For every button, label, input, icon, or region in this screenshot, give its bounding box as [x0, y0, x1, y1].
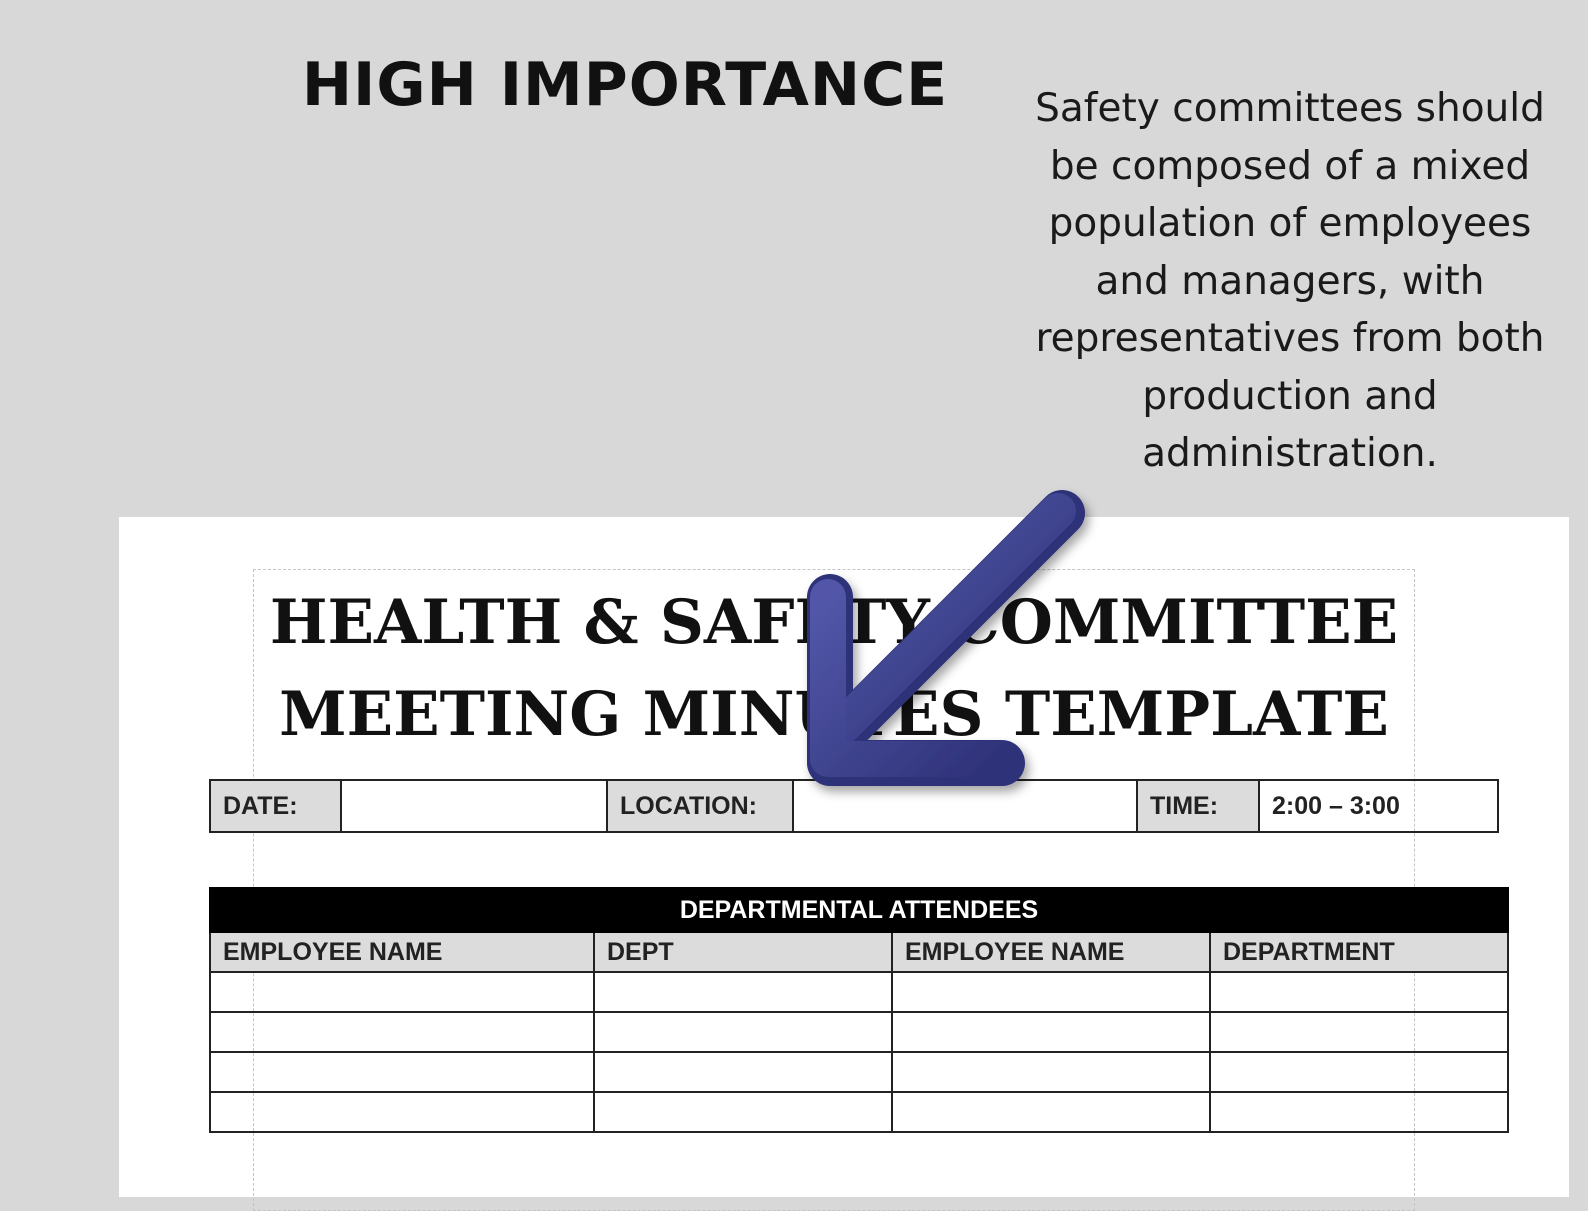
attendees-column-row — [210, 932, 1508, 972]
table-cell — [1210, 972, 1508, 1012]
table-cell — [594, 1092, 892, 1132]
column-employee-name: EMPLOYEE NAME — [210, 932, 594, 972]
table-row — [210, 972, 1508, 1012]
time-field: 2:00 – 3:00 — [1259, 780, 1498, 832]
attendees-header-row — [210, 888, 1508, 932]
time-label: TIME: — [1137, 780, 1259, 832]
table-row — [210, 1092, 1508, 1132]
column-dept: DEPT — [594, 932, 892, 972]
table-cell — [892, 1012, 1210, 1052]
document-title-line-2: MEETING MINUTES TEMPLATE — [279, 679, 1389, 750]
table-cell — [1210, 1012, 1508, 1052]
headline: HIGH IMPORTANCE — [301, 50, 949, 120]
table-cell — [210, 1052, 594, 1092]
table-cell — [1210, 1092, 1508, 1132]
table-cell — [892, 972, 1210, 1012]
column-employee-name-2: EMPLOYEE NAME — [892, 932, 1210, 972]
document-title-line-1: HEALTH & SAFETY COMMITTEE — [269, 587, 1399, 658]
table-row — [210, 1012, 1508, 1052]
table-cell — [210, 972, 594, 1012]
column-department: DEPARTMENT — [1210, 932, 1508, 972]
table-cell — [1210, 1052, 1508, 1092]
table-cell — [594, 1052, 892, 1092]
table-cell — [210, 1012, 594, 1052]
arrow-down-left-icon — [790, 485, 1120, 815]
attendees-header: DEPARTMENTAL ATTENDEES — [210, 888, 1508, 932]
location-label: LOCATION: — [607, 780, 793, 832]
table-cell — [892, 1092, 1210, 1132]
date-label: DATE: — [210, 780, 341, 832]
table-row — [210, 1052, 1508, 1092]
table-cell — [594, 1012, 892, 1052]
table-cell — [892, 1052, 1210, 1092]
callout-text: Safety committees should be composed of a mixed population of employees and managers, with representatives from both production and administration. — [1035, 86, 1545, 476]
table-cell — [594, 972, 892, 1012]
date-field — [341, 780, 607, 832]
attendees-table — [209, 887, 1509, 1133]
table-cell — [210, 1092, 594, 1132]
